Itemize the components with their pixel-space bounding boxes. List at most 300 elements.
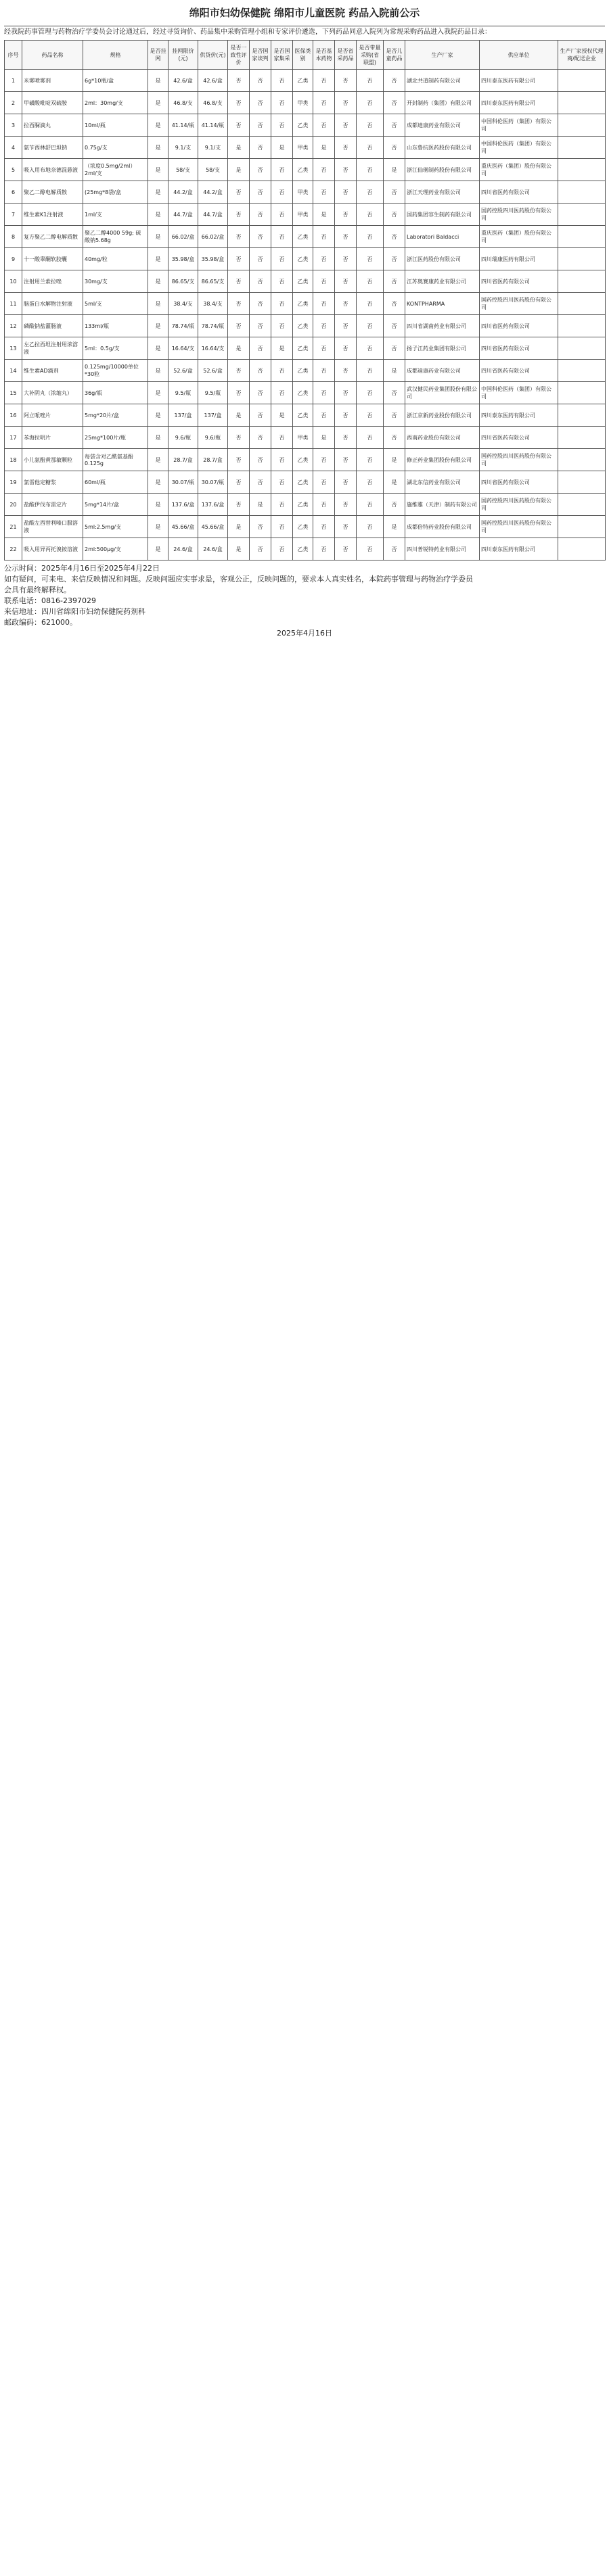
table-cell: 四川泰东医药有限公司 <box>480 70 558 92</box>
table-cell: 否 <box>271 315 293 337</box>
table-cell: 四川省湖南药业有限公司 <box>405 315 480 337</box>
table-cell: 否 <box>313 248 335 270</box>
table-cell: 24.6/盒 <box>198 538 228 560</box>
table-cell: 否 <box>271 204 293 226</box>
table-cell <box>558 538 606 560</box>
table-cell: Laboratori Baldacci <box>405 226 480 248</box>
column-header: 是否一致性评价 <box>228 41 250 70</box>
table-cell <box>558 337 606 360</box>
table-cell: 3 <box>5 114 22 137</box>
table-cell: 否 <box>357 315 384 337</box>
table-cell: 四川省医药有限公司 <box>480 181 558 204</box>
table-cell: 浙江医药股份有限公司 <box>405 248 480 270</box>
table-cell: 乙类 <box>293 114 313 137</box>
table-cell: 国药集团容生制药有限公司 <box>405 204 480 226</box>
table-cell: 是 <box>148 293 168 315</box>
table-cell: 42.6/盒 <box>168 70 198 92</box>
table-row <box>5 449 606 471</box>
table-cell: 30.07/瓶 <box>198 471 228 494</box>
table-cell: 否 <box>357 92 384 114</box>
table-cell: 乙类 <box>293 315 313 337</box>
table-cell: 是 <box>228 404 250 427</box>
table-cell: 修正药业集团股份有限公司 <box>405 449 480 471</box>
table-cell: 国药控股四川医药股份有限公司 <box>480 494 558 516</box>
table-cell: 乙类 <box>293 382 313 404</box>
table-cell: 否 <box>335 494 357 516</box>
table-cell: 否 <box>313 538 335 560</box>
table-cell: 否 <box>313 293 335 315</box>
table-cell: 国药控股四川医药股份有限公司 <box>480 449 558 471</box>
table-cell: 否 <box>271 471 293 494</box>
table-cell: 否 <box>271 181 293 204</box>
table-cell: 25mg*100片/瓶 <box>83 427 148 449</box>
table-cell: 28.7/盒 <box>168 449 198 471</box>
table-cell: 否 <box>357 538 384 560</box>
table-cell: 否 <box>335 449 357 471</box>
table-cell: 78.74/瓶 <box>198 315 228 337</box>
table-cell: 1ml/支 <box>83 204 148 226</box>
table-cell: 是 <box>271 337 293 360</box>
table-cell: 否 <box>313 471 335 494</box>
mail-address: 来信地址：四川省绵阳市妇幼保健院药剂科 <box>4 607 145 616</box>
table-cell: 四川省医药有限公司 <box>480 270 558 293</box>
table-cell: 乙类 <box>293 360 313 382</box>
table-cell: 否 <box>250 427 271 449</box>
table-row <box>5 360 606 382</box>
column-header: 供应单位 <box>480 41 558 70</box>
table-cell: 磷酸钠盐灌肠液 <box>22 315 83 337</box>
table-cell: 是 <box>228 137 250 159</box>
table-cell: 西南药业股份有限公司 <box>405 427 480 449</box>
table-cell: 乙类 <box>293 159 313 181</box>
table-cell: 施维雅（天津）制药有限公司 <box>405 494 480 516</box>
table-cell: KONTPHARMA <box>405 293 480 315</box>
table-cell: 30.07/瓶 <box>168 471 198 494</box>
table-cell: 是 <box>148 538 168 560</box>
table-cell: 否 <box>271 449 293 471</box>
table-cell: 2ml：30mg/支 <box>83 92 148 114</box>
table-cell: 否 <box>335 293 357 315</box>
column-header: 挂网限价(元) <box>168 41 198 70</box>
table-cell: 聚乙二醇电解质散 <box>22 181 83 204</box>
table-cell: 5ml:2.5mg/支 <box>83 516 148 538</box>
table-cell: 是 <box>148 360 168 382</box>
table-cell: 国药控股四川医药股份有限公司 <box>480 204 558 226</box>
contact-phone: 联系电话：0816-2397029 <box>4 596 96 605</box>
table-cell: 否 <box>271 270 293 293</box>
table-cell: 否 <box>250 226 271 248</box>
table-cell <box>558 315 606 337</box>
table-cell: 四川泰东医药有限公司 <box>480 404 558 427</box>
table-cell: 否 <box>250 516 271 538</box>
table-cell: 否 <box>357 516 384 538</box>
table-cell: 否 <box>250 270 271 293</box>
table-cell: 是 <box>148 70 168 92</box>
table-cell: 否 <box>357 270 384 293</box>
postal-code: 邮政编码：621000。 <box>4 618 77 627</box>
table-cell: 否 <box>313 181 335 204</box>
column-header: 是否省采药品 <box>335 41 357 70</box>
table-row <box>5 494 606 516</box>
table-cell: 否 <box>335 159 357 181</box>
table-cell: 否 <box>357 449 384 471</box>
table-cell: 否 <box>250 293 271 315</box>
table-row <box>5 137 606 159</box>
table-cell: 左乙拉西坦注射用浓溶液 <box>22 337 83 360</box>
table-cell: 吸入用异丙托溴铵溶液 <box>22 538 83 560</box>
table-cell: 四川泰东医药有限公司 <box>480 538 558 560</box>
table-cell: 米雾喷雾剂 <box>22 70 83 92</box>
table-cell: 否 <box>250 181 271 204</box>
table-cell: 乙类 <box>293 337 313 360</box>
table-cell: 否 <box>228 382 250 404</box>
table-cell: 乙类 <box>293 70 313 92</box>
table-row <box>5 92 606 114</box>
table-cell: 否 <box>228 248 250 270</box>
table-cell: 成都迪康药业有限公司 <box>405 114 480 137</box>
table-cell: 137/盒 <box>168 404 198 427</box>
table-cell: 5ml/支 <box>83 293 148 315</box>
table-cell: 脑蛋白水解物注射液 <box>22 293 83 315</box>
table-cell: 是 <box>148 337 168 360</box>
table-cell: 山东鲁抗医药股份有限公司 <box>405 137 480 159</box>
table-cell: 开封制药（集团）有限公司 <box>405 92 480 114</box>
table-cell: 否 <box>384 337 405 360</box>
table-cell: 否 <box>250 382 271 404</box>
table-cell: 86.65/支 <box>198 270 228 293</box>
table-cell: 6g*10瓶/盒 <box>83 70 148 92</box>
table-cell: 否 <box>250 137 271 159</box>
table-cell: 否 <box>250 538 271 560</box>
table-cell: 国药控股四川医药股份有限公司 <box>480 516 558 538</box>
table-cell: 133ml/瓶 <box>83 315 148 337</box>
table-cell: 否 <box>335 382 357 404</box>
table-cell: 否 <box>357 181 384 204</box>
table-cell: 甲磺酸吡啶双硫胺 <box>22 92 83 114</box>
table-cell: 44.2/盒 <box>168 181 198 204</box>
table-cell: 扬子江药业集团有限公司 <box>405 337 480 360</box>
table-cell: 是 <box>384 516 405 538</box>
table-cell: 28.7/盒 <box>198 449 228 471</box>
table-cell: 35.98/盒 <box>198 248 228 270</box>
table-cell: 5mg*14片/盒 <box>83 494 148 516</box>
table-cell: 否 <box>228 181 250 204</box>
table-cell: 浙江天理药业有限公司 <box>405 181 480 204</box>
table-cell: 否 <box>384 226 405 248</box>
table-cell: 9 <box>5 248 22 270</box>
table-cell: 成都迪康药业有限公司 <box>405 360 480 382</box>
table-cell: 浙江仙琚制药股份有限公司 <box>405 159 480 181</box>
table-cell: 137.6/盒 <box>168 494 198 516</box>
table-header-row <box>5 41 606 70</box>
table-row <box>5 382 606 404</box>
table-cell: 是 <box>148 382 168 404</box>
table-cell: 9.1/支 <box>168 137 198 159</box>
table-cell <box>558 516 606 538</box>
table-cell: 否 <box>271 382 293 404</box>
table-cell: 16 <box>5 404 22 427</box>
table-cell: 9.6/瓶 <box>198 427 228 449</box>
table-cell: 24.6/盒 <box>168 538 198 560</box>
table-cell: 否 <box>335 226 357 248</box>
table-cell: 是 <box>148 494 168 516</box>
table-cell: 复方聚乙二醇电解质散 <box>22 226 83 248</box>
table-cell: 42.6/盒 <box>198 70 228 92</box>
table-cell: 58/支 <box>198 159 228 181</box>
table-cell <box>558 70 606 92</box>
table-cell: 乙类 <box>293 538 313 560</box>
table-cell: 13 <box>5 337 22 360</box>
table-cell: 否 <box>271 114 293 137</box>
table-cell: 否 <box>271 293 293 315</box>
column-header: 供货价(元) <box>198 41 228 70</box>
table-cell: 是 <box>148 181 168 204</box>
footer <box>4 563 605 639</box>
table-cell: 否 <box>357 137 384 159</box>
table-cell: 137.6/盒 <box>198 494 228 516</box>
table-cell: 否 <box>335 427 357 449</box>
feedback-note: 如有疑问，可来电、来信反映情况和问题。反映问题应实事求是，客观公正，反映问题的，要求本人真实姓名，本院药事管理与药物治疗学委员 <box>4 575 473 583</box>
table-cell <box>558 204 606 226</box>
table-cell: 否 <box>384 494 405 516</box>
table-cell: 中国科伦医药（集团）有限公司 <box>480 114 558 137</box>
table-cell: 甲类 <box>293 427 313 449</box>
table-cell: 否 <box>357 337 384 360</box>
table-row <box>5 516 606 538</box>
column-header: 是否带量采购(省联盟) <box>357 41 384 70</box>
signature-date: 2025年4月16日 <box>277 629 332 638</box>
table-cell: 9.5/瓶 <box>168 382 198 404</box>
table-cell: 否 <box>357 293 384 315</box>
table-cell: 重庆医药（集团）股份有限公司 <box>480 226 558 248</box>
table-cell: 乙类 <box>293 449 313 471</box>
table-cell <box>558 494 606 516</box>
table-cell: 否 <box>357 494 384 516</box>
table-cell: 否 <box>313 114 335 137</box>
table-cell: 否 <box>271 516 293 538</box>
table-cell: 是 <box>384 360 405 382</box>
table-cell: 否 <box>335 248 357 270</box>
table-row <box>5 315 606 337</box>
table-cell: 大补阴丸（浓缩丸） <box>22 382 83 404</box>
table-cell: 44.7/盒 <box>198 204 228 226</box>
table-cell: 否 <box>250 248 271 270</box>
table-cell: 44.2/盒 <box>198 181 228 204</box>
table-cell: 38.4/支 <box>168 293 198 315</box>
table-row <box>5 471 606 494</box>
table-cell <box>558 404 606 427</box>
table-cell: 维生素K1注射液 <box>22 204 83 226</box>
table-cell: 46.8/支 <box>198 92 228 114</box>
table-cell: 四川省医药有限公司 <box>480 471 558 494</box>
table-cell: 否 <box>384 248 405 270</box>
table-cell: 35.98/盒 <box>168 248 198 270</box>
table-cell: 否 <box>357 360 384 382</box>
table-cell: 78.74/瓶 <box>168 315 198 337</box>
table-cell: 四川省医药有限公司 <box>480 427 558 449</box>
table-cell: 否 <box>384 404 405 427</box>
table-cell: 否 <box>228 226 250 248</box>
table-cell: 乙类 <box>293 270 313 293</box>
table-cell: 否 <box>313 270 335 293</box>
table-cell: 是 <box>148 92 168 114</box>
table-cell: 11 <box>5 293 22 315</box>
table-cell: 否 <box>271 92 293 114</box>
table-cell: 否 <box>271 494 293 516</box>
table-cell <box>558 270 606 293</box>
table-cell: 否 <box>228 315 250 337</box>
table-row <box>5 270 606 293</box>
table-cell: 甲类 <box>293 204 313 226</box>
table-cell: 否 <box>313 494 335 516</box>
table-cell: 是 <box>148 315 168 337</box>
table-cell: 否 <box>271 70 293 92</box>
table-cell: 否 <box>384 181 405 204</box>
table-cell: 否 <box>384 137 405 159</box>
table-cell: 10ml/瓶 <box>83 114 148 137</box>
table-cell: 否 <box>335 471 357 494</box>
table-cell: 否 <box>357 204 384 226</box>
table-cell: 否 <box>228 204 250 226</box>
table-cell: 是 <box>384 471 405 494</box>
table-cell: 否 <box>228 449 250 471</box>
table-cell: 9.5/瓶 <box>198 382 228 404</box>
table-cell: 7 <box>5 204 22 226</box>
table-cell: 否 <box>228 471 250 494</box>
table-cell: 否 <box>250 360 271 382</box>
table-cell: 否 <box>271 538 293 560</box>
table-cell: 16.64/支 <box>198 337 228 360</box>
table-cell: 是 <box>384 449 405 471</box>
table-cell: 14 <box>5 360 22 382</box>
table-cell: 否 <box>335 337 357 360</box>
table-cell: 否 <box>313 226 335 248</box>
table-cell: 四川瑞康医药有限公司 <box>480 248 558 270</box>
table-cell: 5 <box>5 159 22 181</box>
table-cell <box>558 137 606 159</box>
table-cell: 36g/瓶 <box>83 382 148 404</box>
table-cell: 否 <box>335 137 357 159</box>
table-cell: 2ml:500μg/支 <box>83 538 148 560</box>
table-cell: 1 <box>5 70 22 92</box>
table-row <box>5 159 606 181</box>
table-cell: 中国科伦医药（集团）有限公司 <box>480 137 558 159</box>
table-cell: 否 <box>357 114 384 137</box>
table-cell: 否 <box>335 204 357 226</box>
table-row <box>5 337 606 360</box>
table-cell: 否 <box>357 404 384 427</box>
table-cell <box>558 427 606 449</box>
table-cell: 30mg/支 <box>83 270 148 293</box>
table-cell: 盐酸伊伐布雷定片 <box>22 494 83 516</box>
table-cell: 否 <box>250 471 271 494</box>
table-cell: 否 <box>313 404 335 427</box>
table-cell: 小儿氨酚黄那敏颗粒 <box>22 449 83 471</box>
table-cell: 21 <box>5 516 22 538</box>
column-header: 医保类别 <box>293 41 313 70</box>
table-cell: 是 <box>148 404 168 427</box>
publicity-period: 公示时间：2025年4月16日至2025年4月22日 <box>4 564 160 573</box>
table-cell: 16.64/支 <box>168 337 198 360</box>
table-row <box>5 226 606 248</box>
table-row <box>5 293 606 315</box>
table-cell: 9.1/支 <box>198 137 228 159</box>
table-cell: 0.125mg/10000单位*30粒 <box>83 360 148 382</box>
table-cell: 否 <box>335 538 357 560</box>
table-cell: 吸入用布地奈德混悬液 <box>22 159 83 181</box>
table-cell: 5ml：0.5g/支 <box>83 337 148 360</box>
table-cell <box>558 293 606 315</box>
table-cell <box>558 382 606 404</box>
table-cell: 40mg/粒 <box>83 248 148 270</box>
table-cell: 否 <box>313 159 335 181</box>
table-cell: 每袋含对乙酰氨基酚0.125g <box>83 449 148 471</box>
table-cell: 否 <box>357 427 384 449</box>
table-cell: 湖北东信药业有限公司 <box>405 471 480 494</box>
table-cell: 乙类 <box>293 248 313 270</box>
table-cell: 否 <box>384 204 405 226</box>
table-cell <box>558 92 606 114</box>
table-cell: 江苏奥赛康药业有限公司 <box>405 270 480 293</box>
column-header: 生产厂家授权代理商/配送企业 <box>558 41 606 70</box>
table-cell: 41.14/瓶 <box>168 114 198 137</box>
table-cell: 湖北共道制药有限公司 <box>405 70 480 92</box>
table-cell <box>558 181 606 204</box>
table-cell: 是 <box>148 270 168 293</box>
table-cell: 是 <box>250 494 271 516</box>
table-cell: 否 <box>228 270 250 293</box>
table-cell: 52.6/盒 <box>168 360 198 382</box>
table-cell: 17 <box>5 427 22 449</box>
table-cell: 否 <box>357 159 384 181</box>
table-cell: 否 <box>250 70 271 92</box>
table-cell: 否 <box>357 70 384 92</box>
table-cell <box>558 226 606 248</box>
table-cell: 是 <box>228 337 250 360</box>
table-cell: 15 <box>5 382 22 404</box>
table-cell: 41.14/瓶 <box>198 114 228 137</box>
table-cell: 6 <box>5 181 22 204</box>
table-cell: 否 <box>313 516 335 538</box>
table-cell: 66.02/盒 <box>168 226 198 248</box>
table-body <box>5 70 606 560</box>
table-cell: 否 <box>335 516 357 538</box>
table-cell: 苯海拉明片 <box>22 427 83 449</box>
table-cell <box>558 471 606 494</box>
table-cell: 0.75g/支 <box>83 137 148 159</box>
table-cell: 38.4/支 <box>198 293 228 315</box>
table-cell: 否 <box>313 360 335 382</box>
table-cell: 否 <box>384 114 405 137</box>
column-header: 序号 <box>5 41 22 70</box>
table-cell: 否 <box>357 226 384 248</box>
table-cell: 否 <box>335 404 357 427</box>
table-cell: 否 <box>271 226 293 248</box>
table-cell: 否 <box>313 382 335 404</box>
table-cell: 否 <box>228 427 250 449</box>
table-cell: 46.8/支 <box>168 92 198 114</box>
table-cell: 否 <box>313 92 335 114</box>
table-cell: 否 <box>384 92 405 114</box>
table-cell: 否 <box>250 114 271 137</box>
feedback-note-cont: 会具有最终解释权。 <box>4 586 71 594</box>
table-cell: 否 <box>228 494 250 516</box>
table-cell: 重庆医药（集团）股份有限公司 <box>480 159 558 181</box>
table-cell: 否 <box>313 337 335 360</box>
table-cell: 137/盒 <box>198 404 228 427</box>
table-cell: 2 <box>5 92 22 114</box>
table-cell: 5mg*20片/盒 <box>83 404 148 427</box>
